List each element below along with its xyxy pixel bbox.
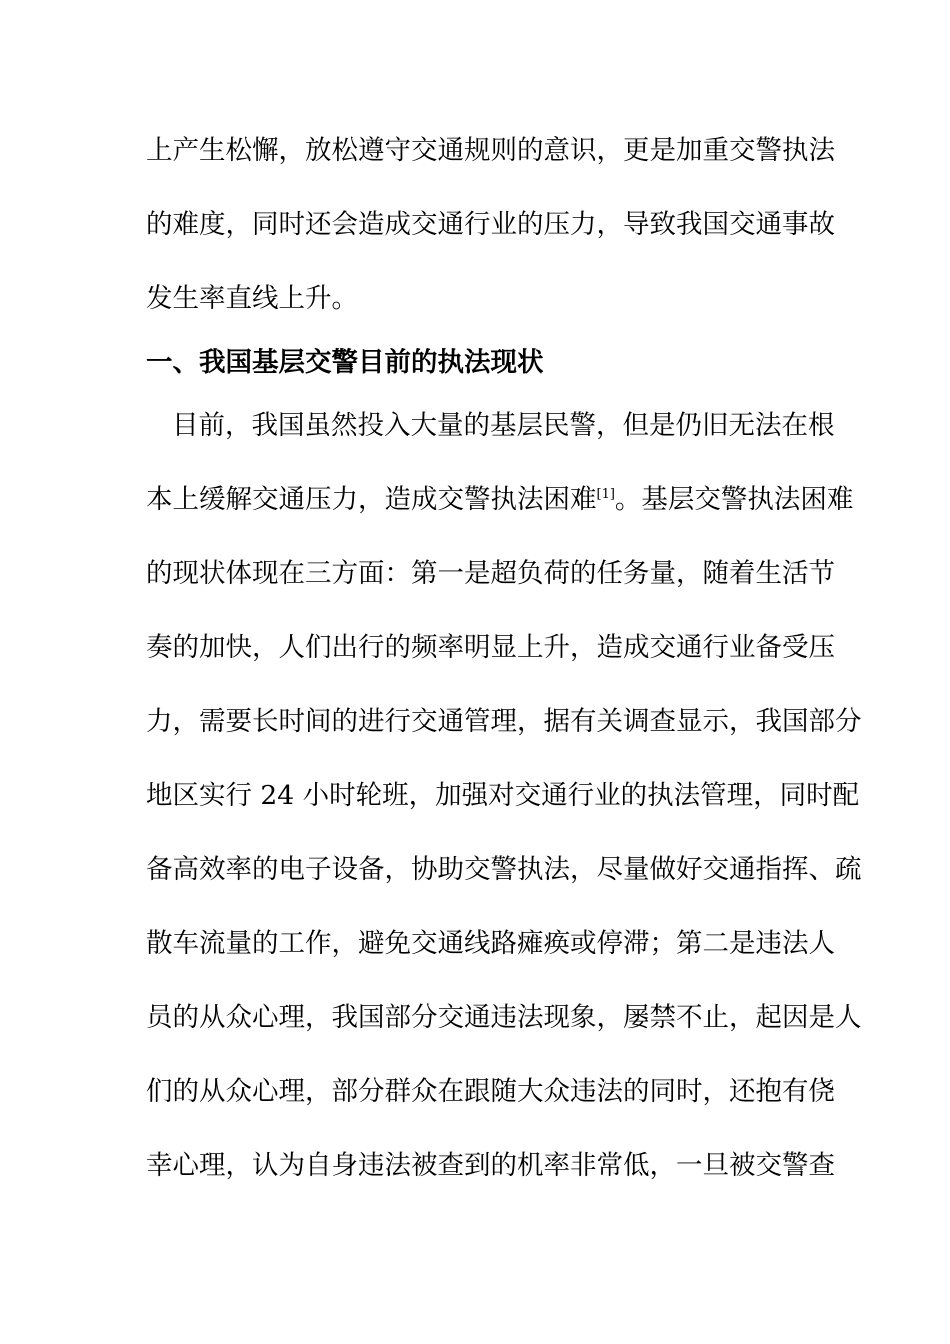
paragraph-line: 的难度，同时还会造成交通行业的压力，导致我国交通事故 [146, 209, 835, 240]
citation-marker: [1] [596, 487, 615, 503]
paragraph-line: 的现状体现在三方面：第一是超负荷的任务量，随着生活节 [146, 558, 835, 589]
paragraph-line: 散车流量的工作，避免交通线路瘫痪或停滞；第二是违法人 [146, 928, 835, 959]
paragraph-line: 员的从众心理，我国部分交通违法现象，屡禁不止，起因是人 [146, 1002, 862, 1033]
paragraph-line: 力，需要长时间的进行交通管理，据有关调查显示，我国部分 [146, 706, 862, 737]
paragraph-line: 发生率直线上升。 [146, 283, 358, 314]
paragraph-line: 奏的加快，人们出行的频率明显上升，造成交通行业备受压 [146, 632, 835, 663]
paragraph-line: 幸心理，认为自身违法被查到的机率非常低，一旦被交警查 [146, 1150, 835, 1181]
line-text-before-citation: 本上缓解交通压力，造成交警执法困难 [146, 484, 597, 515]
section-heading: 一、我国基层交警目前的执法现状 [146, 347, 544, 378]
line-text-after-citation: 。基层交警执法困难 [614, 484, 854, 515]
paragraph-line: 备高效率的电子设备，协助交警执法，尽量做好交通指挥、疏 [146, 854, 862, 885]
paragraph-line: 们的从众心理，部分群众在跟随大众违法的同时，还抱有侥 [146, 1076, 835, 1107]
paragraph-line: 地区实行 24 小时轮班，加强对交通行业的执法管理，同时配 [146, 780, 860, 811]
paragraph-line-with-citation [146, 480, 854, 520]
paragraph-line: 目前，我国虽然投入大量的基层民警，但是仍旧无法在根 [172, 410, 835, 441]
paragraph-line: 上产生松懈，放松遵守交通规则的意识，更是加重交警执法 [146, 135, 835, 166]
